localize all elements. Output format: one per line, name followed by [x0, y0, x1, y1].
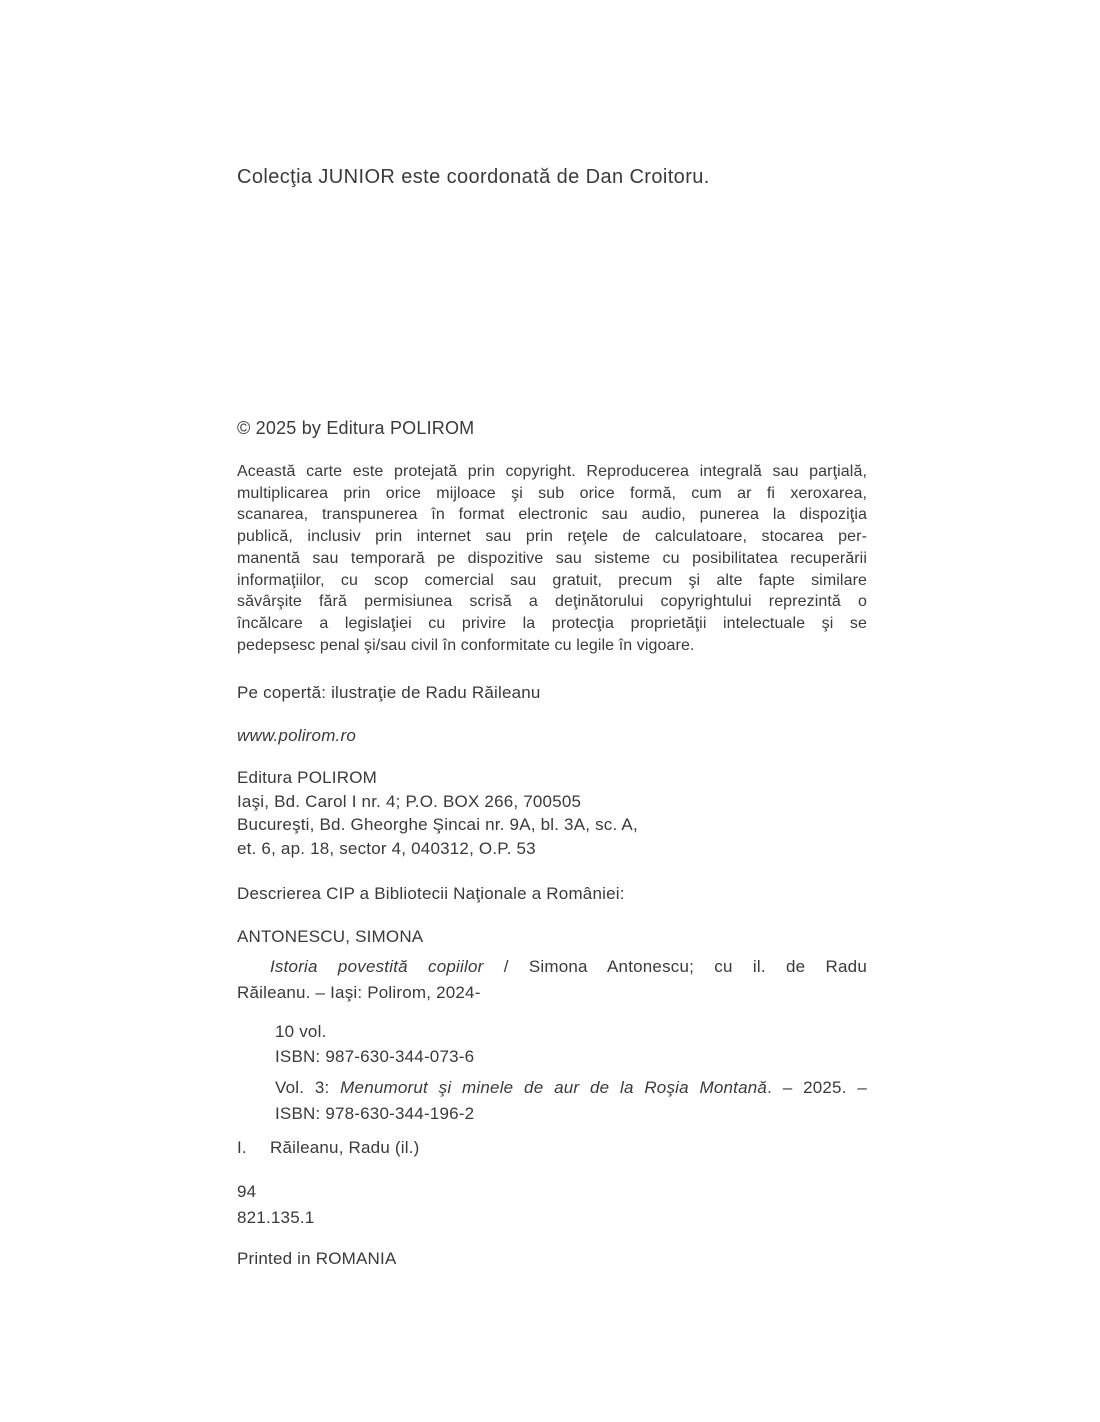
cip-vol3-isbn: ISBN: 978-630-344-196-2	[275, 1103, 475, 1123]
udc-code: 821.135.1	[237, 1207, 315, 1227]
cip-volume-count: 10 vol.	[275, 1022, 327, 1041]
publisher-address-line: Bucureşti, Bd. Gheorghe Şincai nr. 9A, bl. 3A, sc. A,	[237, 815, 638, 834]
cip-index-entry	[237, 1136, 867, 1160]
cip-author-name: ANTONESCU, SIMONA	[237, 927, 424, 946]
cip-title-line-1	[270, 954, 867, 980]
publisher-website-url: www.polirom.ro	[237, 726, 356, 745]
cip-index-text: Răileanu, Radu (il.)	[270, 1138, 420, 1157]
paragraph-line: săvârşite fără permisiunea scrisă a deţinătorului copyrightului reprezintă o	[237, 593, 867, 611]
paragraph-line: multiplicarea prin orice mijloace şi sub orice formă, cum ar fi xeroxarea,	[237, 484, 867, 502]
copyright-line: © 2025 by Editura POLIROM	[237, 418, 475, 438]
cip-title-entry	[237, 954, 867, 1005]
cip-vol3-suffix: . – 2025. –	[767, 1078, 867, 1097]
cip-isbn-set: ISBN: 987-630-344-073-6	[275, 1047, 475, 1066]
paragraph-line: Această carte este protejată prin copyright. Reproducerea integrală sau parţială,	[237, 463, 867, 480]
publisher-address-line: et. 6, ap. 18, sector 4, 040312, O.P. 53	[237, 838, 536, 858]
publisher-address-line: Iaşi, Bd. Carol I nr. 4; P.O. BOX 266, 700505	[237, 791, 582, 811]
cip-index-marker: I.	[237, 1138, 247, 1157]
udc-code: 94	[237, 1182, 257, 1201]
cip-volume-info	[237, 1019, 867, 1069]
paragraph-line: pedepsesc penal şi/sau civil în conformitate cu legile în vigoare.	[237, 636, 695, 654]
cip-vol3-prefix: Vol. 3:	[275, 1078, 341, 1097]
cip-vol3-title: Menumorut şi minele de aur de la Roşia Montană	[340, 1078, 768, 1097]
cover-illustration-credit: Pe copertă: ilustraţie de Radu Răileanu	[237, 683, 541, 702]
printed-in-note: Printed in ROMANIA	[237, 1249, 397, 1268]
cip-title-line-2: Răileanu. – Iaşi: Polirom, 2024-	[237, 982, 481, 1002]
paragraph-line: publică, inclusiv prin internet sau prin reţele de calculatoare, stocarea per-	[237, 528, 867, 546]
cip-volume-3-line	[275, 1075, 867, 1101]
cip-title-rest: / Simona Antonescu; cu il. de Radu	[483, 957, 867, 976]
paragraph-line: informaţiilor, cu scop comercial sau gratuit, precum şi alte fapte similare	[237, 571, 867, 589]
publisher-address-block	[237, 766, 867, 860]
publisher-name: Editura POLIROM	[237, 768, 377, 787]
cip-udc-codes	[237, 1179, 867, 1230]
cip-book-title: Istoria povestită copiilor	[270, 957, 484, 976]
paragraph-line: încălcare a legislaţiei cu privire la protecţia proprietăţii intelectuale şi se	[237, 614, 867, 632]
paragraph-line: manentă sau temporară pe dispozitive sau sisteme cu posibilitatea recuperării	[237, 549, 867, 567]
cip-heading: Descrierea CIP a Bibliotecii Naţionale a României:	[237, 884, 625, 903]
cip-volume-3-entry	[237, 1075, 867, 1126]
copyright-paragraph	[237, 461, 867, 656]
collection-note: Colecţia JUNIOR este coordonată de Dan Croitoru.	[237, 166, 710, 188]
paragraph-line: scanarea, transpunerea în format electronic sau audio, punerea la dispoziţia	[237, 506, 867, 524]
